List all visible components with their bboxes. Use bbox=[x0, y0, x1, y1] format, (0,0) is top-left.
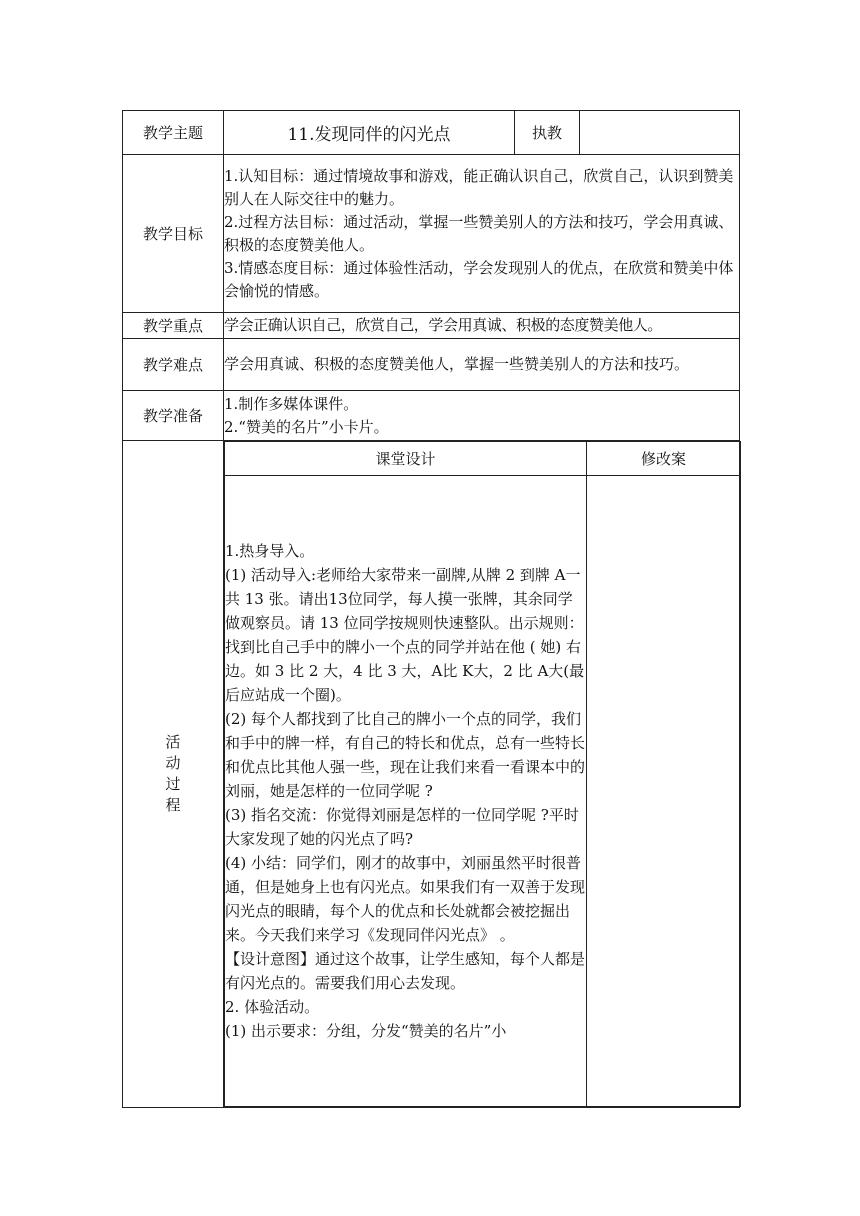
design-paragraph: 【设计意图】通过这个故事，让学生感知，每个人都是有闪光点的。需要我们用心去发现。 bbox=[225, 950, 586, 992]
activity-label-char: 动 bbox=[165, 754, 181, 772]
preparation-content bbox=[224, 391, 740, 441]
design-column-header: 课堂设计 bbox=[225, 442, 587, 476]
difficulties-label: 教学难点 bbox=[123, 339, 224, 391]
goal-item: 3.情感态度目标：通过体验性活动，学会发现别人的优点，在欣赏和赞美中体会愉悦的情感。 bbox=[224, 258, 734, 300]
goals-content bbox=[224, 155, 740, 313]
topic-label: 教学主题 bbox=[123, 111, 224, 155]
activity-label-char: 程 bbox=[165, 796, 181, 814]
activity-inner-table bbox=[224, 441, 741, 1107]
topic-title: 11.发现同伴的闪光点 bbox=[224, 111, 515, 155]
revision-content bbox=[587, 476, 741, 1107]
design-paragraph: (2) 每个人都找到了比自己的牌小一个点的同学，我们和手中的牌一样，有自己的特长和优点，总有一些特长和优点比其他人强一些，现在让我们来看一看课本中的刘丽，她是怎样的一位同学呢 ? bbox=[225, 710, 586, 800]
goals-row bbox=[123, 155, 740, 313]
activity-label-char: 活 bbox=[165, 733, 181, 751]
design-paragraph: (4) 小结：同学们，刚才的故事中，刘丽虽然平时很普通，但是她身上也有闪光点。如果我们有一双善于发现闪光点的眼睛，每个人的优点和长处就都会被挖掘出来。今天我们来学习《发现同伴闪光点》 。 bbox=[225, 854, 586, 944]
preparation-item: 1.制作多媒体课件。 bbox=[224, 394, 359, 413]
activity-area bbox=[224, 441, 740, 1108]
activity-label-char: 过 bbox=[165, 775, 181, 793]
teacher-value bbox=[580, 111, 740, 155]
key-points-text: 学会正确认识自己，欣赏自己，学会用真诚、积极的态度赞美他人。 bbox=[224, 313, 740, 339]
difficulties-row bbox=[123, 339, 740, 391]
design-paragraph: 2. 体验活动。 bbox=[225, 998, 320, 1016]
goal-item: 2.过程方法目标：通过活动，掌握一些赞美别人的方法和技巧，学会用真诚、积极的态度赞美他人。 bbox=[224, 212, 734, 254]
preparation-row bbox=[123, 391, 740, 441]
goal-item: 1.认知目标：通过情境故事和游戏，能正确认识自己，欣赏自己，认识到赞美别人在人际交往中的魅力。 bbox=[224, 166, 734, 208]
design-paragraph: (1) 活动导入:老师给大家带来一副牌,从牌 2 到牌 A一共 13 张。请出13位同学，每人摸一张牌，其余同学做观察员。请 13 位同学按规则快速整队。出示规则：找到比自己手中的牌小一个点的同学并站在他 ( 她) 右边。如 3 比 2 大，4 比 3 大，A比 K大，2 比 A大(最后应站成一个圈)。 bbox=[225, 566, 585, 704]
lesson-plan-table bbox=[122, 110, 740, 1108]
preparation-label: 教学准备 bbox=[123, 391, 224, 441]
design-content bbox=[225, 476, 587, 1107]
revision-column-header: 修改案 bbox=[587, 442, 741, 476]
difficulties-text: 学会用真诚、积极的态度赞美他人，掌握一些赞美别人的方法和技巧。 bbox=[224, 339, 740, 391]
key-points-row bbox=[123, 313, 740, 339]
design-paragraph: (3) 指名交流：你觉得刘丽是怎样的一位同学呢 ?平时大家发现了她的闪光点了吗? bbox=[225, 806, 579, 848]
key-points-label: 教学重点 bbox=[123, 313, 224, 339]
topic-row bbox=[123, 111, 740, 155]
activity-row bbox=[123, 441, 740, 1108]
preparation-item: 2.“赞美的名片”小卡片。 bbox=[224, 417, 389, 436]
goals-label: 教学目标 bbox=[123, 155, 224, 313]
teacher-label: 执教 bbox=[515, 111, 580, 155]
design-paragraph: 1.热身导入。 bbox=[225, 542, 315, 560]
activity-label bbox=[123, 441, 224, 1108]
design-paragraph: (1) 出示要求：分组，分发“赞美的名片”小 bbox=[225, 1022, 507, 1040]
